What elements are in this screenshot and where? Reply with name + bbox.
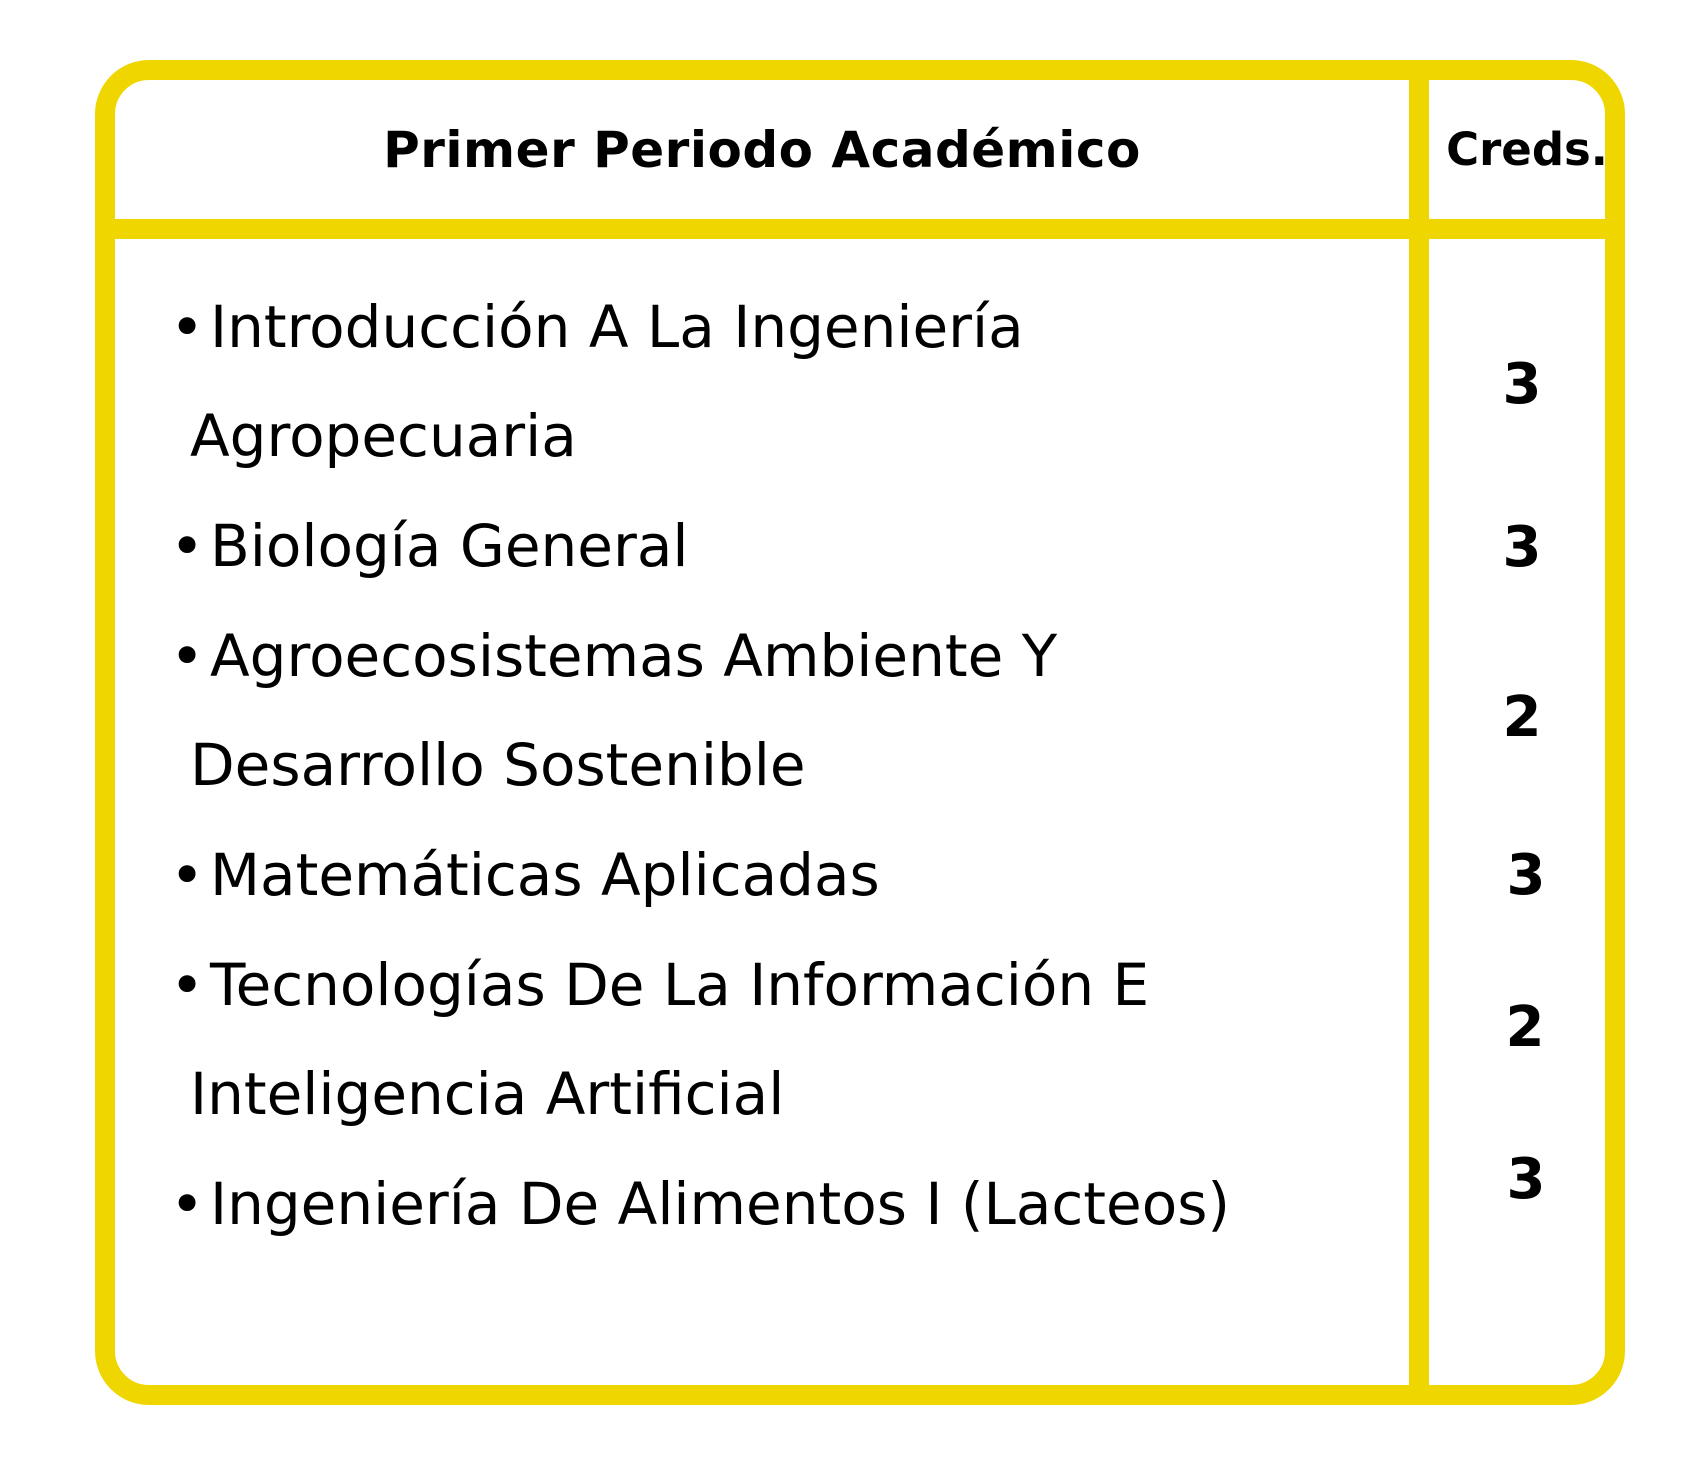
course-credits: 3	[1502, 352, 1542, 417]
course-name-line	[170, 951, 1150, 1019]
course-name-line	[170, 622, 1058, 690]
bullet-icon: •	[170, 293, 205, 361]
bullet-icon: •	[170, 1170, 205, 1238]
course-credits: 2	[1502, 685, 1542, 750]
bullet-icon: •	[170, 841, 205, 909]
course-name: Tecnologías De La Información E	[210, 951, 1150, 1019]
table-title: Primer Periodo Académico	[383, 120, 1141, 179]
course-name: Agroecosistemas Ambiente Y	[210, 622, 1058, 690]
course-name: Biología General	[210, 512, 689, 580]
course-name-line	[170, 841, 880, 909]
bullet-icon: •	[170, 951, 205, 1019]
bullet-icon: •	[170, 622, 205, 690]
course-name: Matemáticas Aplicadas	[210, 841, 880, 909]
course-name: Introducción A La Ingeniería	[210, 293, 1024, 361]
bullet-icon: •	[170, 512, 205, 580]
course-credits: 3	[1502, 515, 1542, 580]
course-credits: 3	[1506, 843, 1546, 908]
course-table	[95, 60, 1625, 1405]
header-divider	[115, 219, 1605, 239]
credits-column-header: Creds.	[1446, 123, 1608, 176]
course-credits: 2	[1505, 995, 1545, 1060]
course-name-continuation: Desarrollo Sostenible	[190, 731, 806, 799]
course-name-line	[170, 512, 689, 580]
course-name-line	[170, 293, 1024, 361]
course-name-line	[170, 1170, 1231, 1238]
course-name-continuation: Inteligencia Artificial	[190, 1060, 785, 1128]
course-name-continuation: Agropecuaria	[190, 402, 577, 470]
column-divider	[1409, 80, 1429, 1385]
course-name: Ingeniería De Alimentos I (Lacteos)	[210, 1170, 1231, 1238]
course-credits: 3	[1506, 1147, 1546, 1212]
